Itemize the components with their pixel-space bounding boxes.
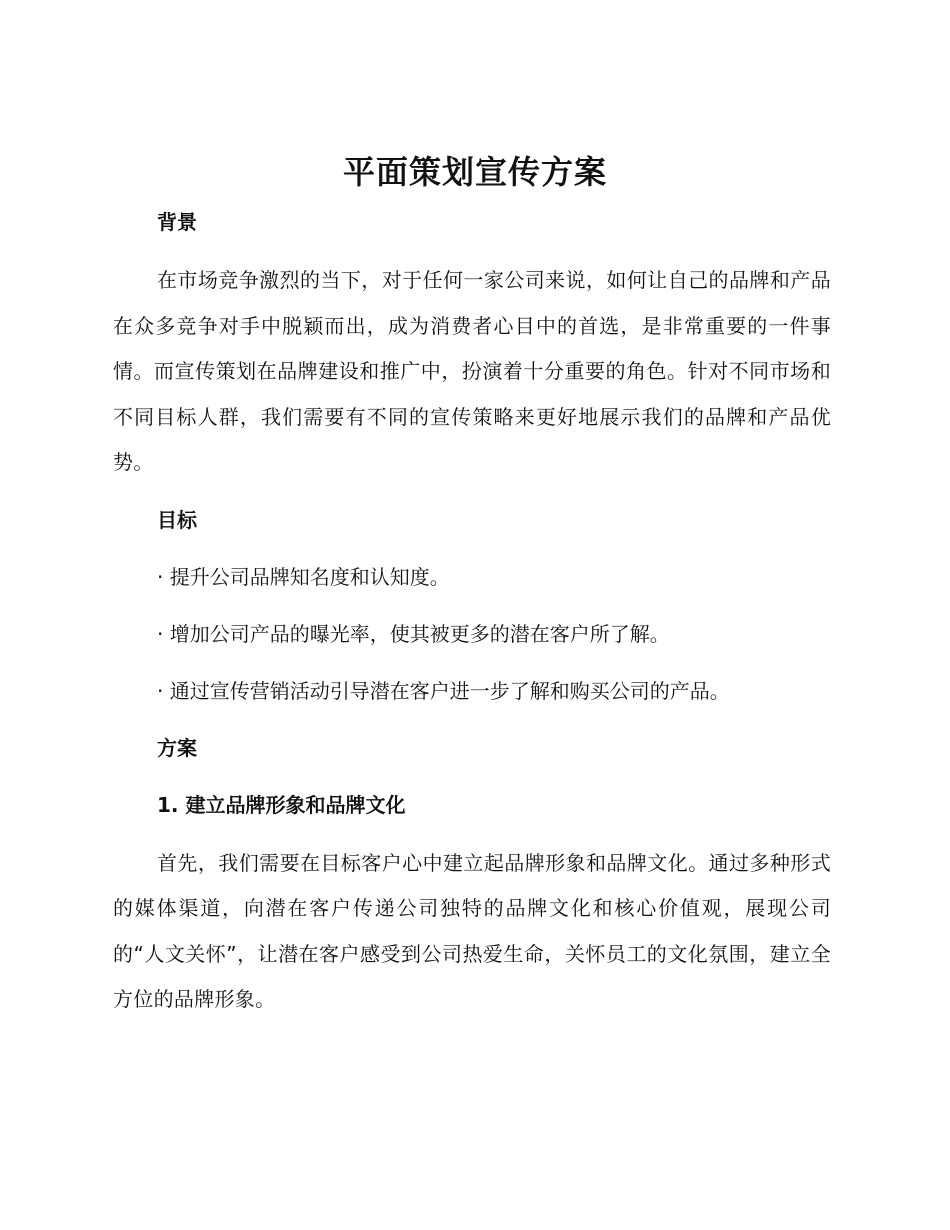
section-heading-goals: 目标 xyxy=(157,507,197,532)
section-heading-plan: 方案 xyxy=(157,735,197,760)
section-heading-background: 背景 xyxy=(157,210,197,234)
plan-paragraph: 首先，我们需要在目标客户心中建立起品牌形象和品牌文化。通过多种形式的媒体渠道，向潜在客户传递公司独特的品牌文化和核心价值观，展现公司的“人文关怀”，让潜在客户感受到公司热爱生命，关怀员工的文化氛围，建立全方位的品牌形象。 xyxy=(113,850,831,1011)
goal-item: · 增加公司产品的曝光率，使其被更多的潜在客户所了解。 xyxy=(157,621,670,646)
document-title: 平面策划宣传方案 xyxy=(342,153,607,191)
document-body xyxy=(113,200,831,1023)
goal-item: · 通过宣传营销活动引导潜在客户进一步了解和购买公司的产品。 xyxy=(157,678,730,703)
goal-item: · 提升公司品牌知名度和认知度。 xyxy=(157,564,450,589)
background-paragraph: 在市场竞争激烈的当下，对于任何一家公司来说，如何让自己的品牌和产品在众多竞争对手中脱颖而出，成为消费者心目中的首选，是非常重要的一件事情。而宣传策划在品牌建设和推广中，扮演着十分重要的角色。针对不同市场和不同目标人群，我们需要有不同的宣传策略来更好地展示我们的品牌和产品优势。 xyxy=(113,268,831,474)
plan-subheading: 1. 建立品牌形象和品牌文化 xyxy=(157,792,406,817)
